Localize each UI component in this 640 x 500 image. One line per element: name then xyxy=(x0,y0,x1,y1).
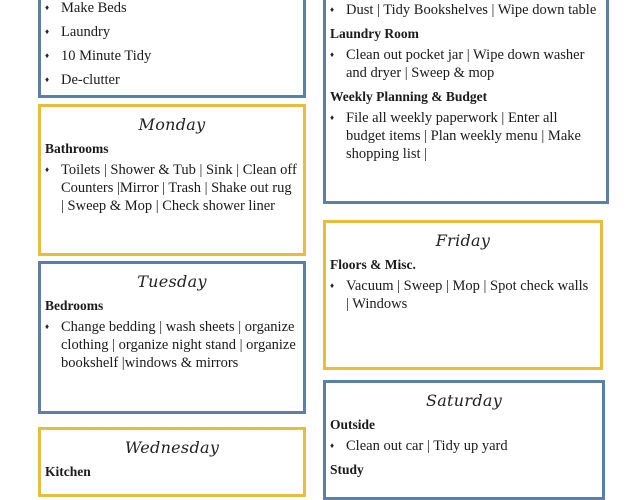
list-item: ♦ Dust | Tidy Bookshelves | Wipe down table xyxy=(326,1,606,19)
section-heading: Weekly Planning & Budget xyxy=(330,89,488,104)
sunday-list xyxy=(41,0,303,89)
list-item: ♦ Clean out car | Tidy up yard xyxy=(326,437,602,455)
monday-list xyxy=(41,161,303,215)
friday-card xyxy=(323,220,603,370)
list-item: ♦ De-clutter xyxy=(41,71,303,89)
planning-list xyxy=(326,109,606,163)
list-item: ♦ Make Beds xyxy=(41,0,303,17)
saturday-list xyxy=(326,437,602,455)
sunday-card xyxy=(38,0,306,98)
section-heading: Laundry Room xyxy=(330,26,419,41)
section-heading: Floors & Misc. xyxy=(330,257,416,272)
day-title: Monday xyxy=(138,115,206,134)
saturday-card xyxy=(323,380,605,500)
thursday-card xyxy=(323,0,609,204)
list-item: ♦ Clean out pocket jar | Wipe down washer and dryer | Sweep & mop xyxy=(326,46,606,82)
tuesday-card xyxy=(38,261,306,414)
day-title: Saturday xyxy=(425,391,503,410)
list-item: ♦ 10 Minute Tidy xyxy=(41,47,303,65)
list-item: ♦ Vacuum | Sweep | Mop | Spot check walls | Windows xyxy=(326,277,600,313)
tuesday-list xyxy=(41,318,303,372)
day-title: Friday xyxy=(435,231,491,250)
list-item: ♦ Toilets | Shower & Tub | Sink | Clean off Counters |Mirror | Trash | Shake out rug | Sweep & Mop | Check shower liner xyxy=(41,161,303,215)
monday-card xyxy=(38,104,306,256)
section-heading: Kitchen xyxy=(45,464,91,479)
day-title: Wednesday xyxy=(124,438,220,457)
list-item: ♦ File all weekly paperwork | Enter all budget items | Plan weekly menu | Make shopping list | xyxy=(326,109,606,163)
section-heading: Bathrooms xyxy=(45,141,109,156)
section-heading: Bedrooms xyxy=(45,298,104,313)
day-title: Tuesday xyxy=(137,272,207,291)
list-item: ♦ Laundry xyxy=(41,23,303,41)
friday-list xyxy=(326,277,600,313)
laundry-list xyxy=(326,46,606,82)
section-heading: Study xyxy=(330,462,364,477)
thursday-top-list xyxy=(326,1,606,19)
section-heading: Outside xyxy=(330,417,376,432)
wednesday-card xyxy=(38,427,306,497)
list-item: ♦ Change bedding | wash sheets | organize clothing | organize night stand | organize bookshelf |windows & mirrors xyxy=(41,318,303,372)
